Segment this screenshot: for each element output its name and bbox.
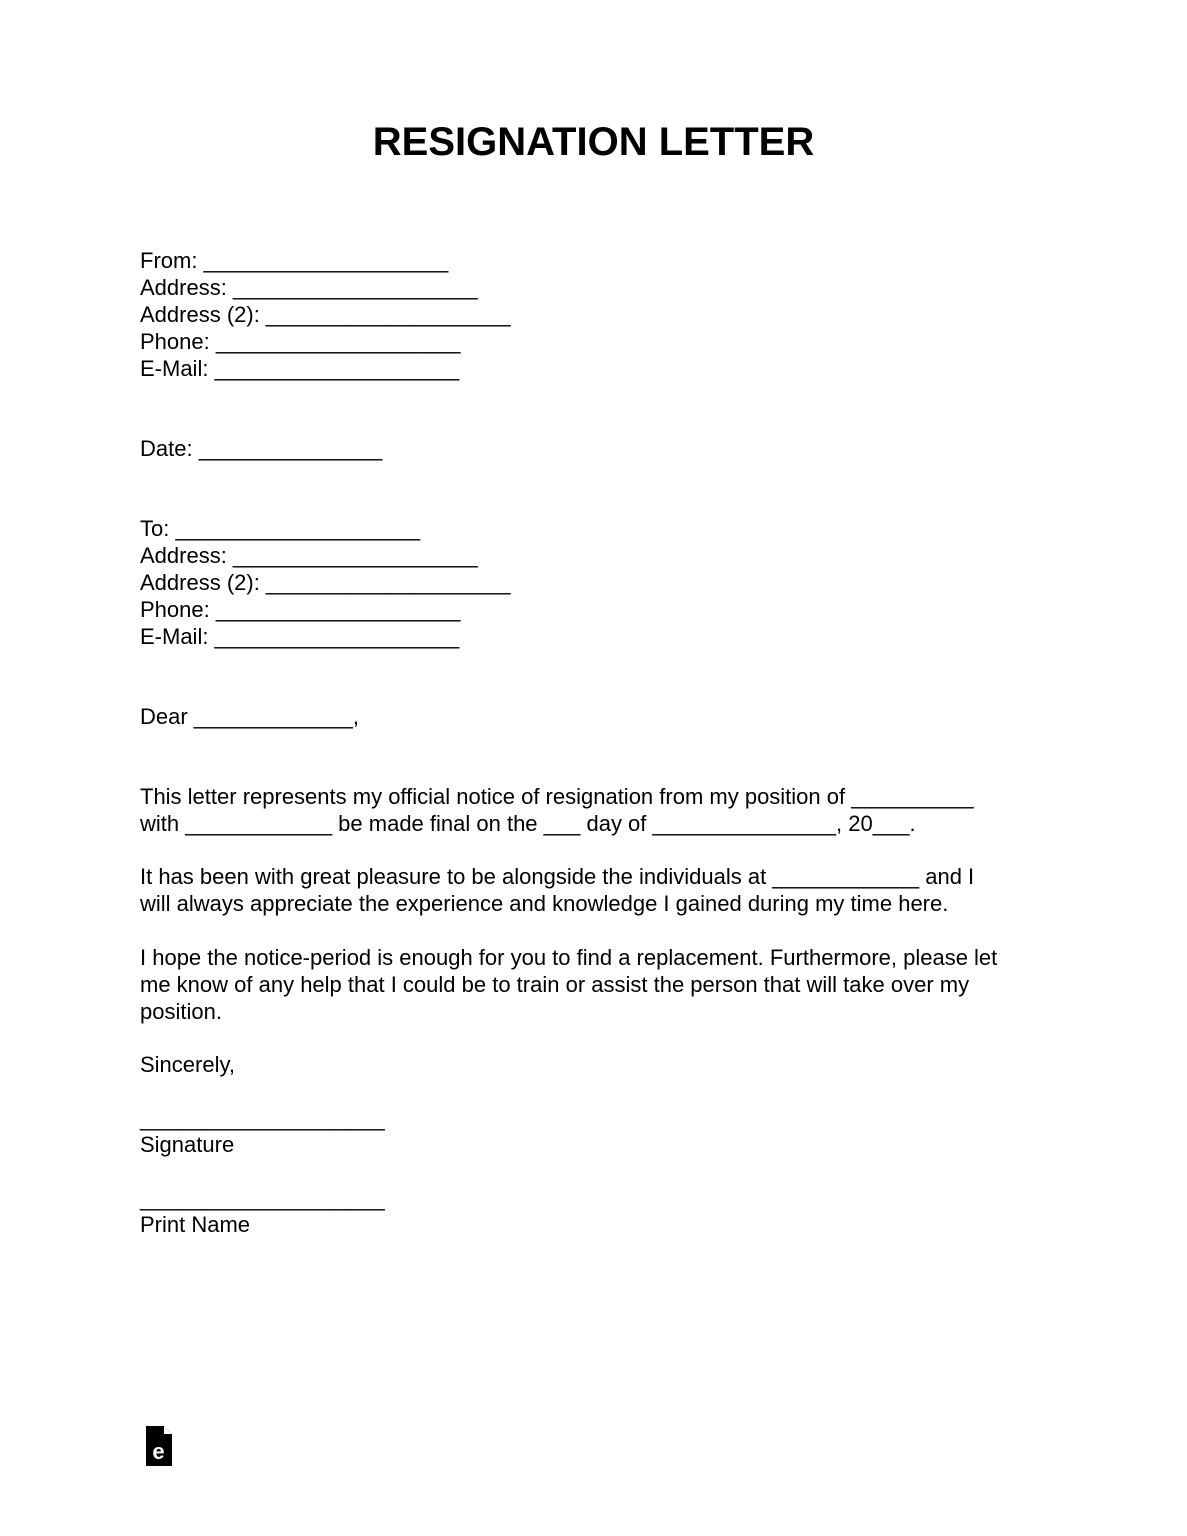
print-name-blank-line: ____________________ (140, 1186, 385, 1211)
salutation-line: Dear _____________, (140, 704, 359, 729)
sender-from-line: From: ____________________ (140, 248, 449, 273)
recipient-phone-line: Phone: ____________________ (140, 597, 461, 622)
recipient-email-line: E-Mail: ____________________ (140, 624, 460, 649)
recipient-address-line: Address: ____________________ (140, 543, 478, 568)
sender-address-line: Address: ____________________ (140, 275, 478, 300)
paragraph-1-line-2: with ____________ be made final on the ___ day of _______________, 20___. (140, 811, 916, 836)
signature-blank-line: ____________________ (140, 1106, 385, 1131)
paragraph-2-line-2: will always appreciate the experience and knowledge I gained during my time here. (140, 891, 949, 916)
paragraph-3-line-3: position. (140, 999, 222, 1024)
sender-email-line: E-Mail: ____________________ (140, 356, 460, 381)
document-title: RESIGNATION LETTER (372, 120, 815, 164)
sender-address2-line: Address (2): ____________________ (140, 302, 511, 327)
paragraph-3-line-1: I hope the notice-period is enough for you to find a replacement. Furthermore, please let (140, 945, 998, 970)
paragraph-3-line-2: me know of any help that I could be to train or assist the person that will take over my (140, 972, 970, 997)
signature-label: Signature (140, 1132, 235, 1157)
paragraph-1-line-1: This letter represents my official notice of resignation from my position of __________ (140, 784, 974, 809)
date-line: Date: _______________ (140, 436, 383, 461)
recipient-address2-line: Address (2): ____________________ (140, 570, 511, 595)
eforms-logo-icon (146, 1426, 172, 1466)
print-name-label: Print Name (140, 1212, 251, 1237)
svg-text:e: e (152, 1439, 165, 1464)
closing-line: Sincerely, (140, 1052, 235, 1077)
sender-phone-line: Phone: ____________________ (140, 329, 461, 354)
paragraph-2-line-1: It has been with great pleasure to be alongside the individuals at ____________ and I (140, 864, 975, 889)
recipient-to-line: To: ____________________ (140, 516, 421, 541)
